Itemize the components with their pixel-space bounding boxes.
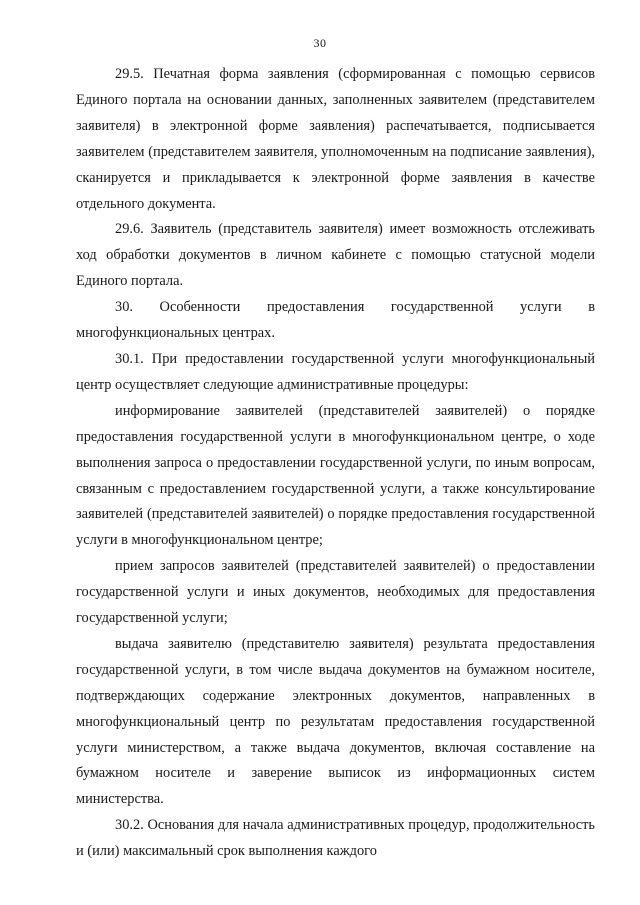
paragraph-30-2: 30.2. Основания для начала административных процедур, продолжительность и (или) максимальный срок выполнения каждого: [76, 817, 595, 860]
paragraph-29-6: 29.6. Заявитель (представитель заявителя) имеет возможность отслеживать ход обработки документов в личном кабинете с помощью статусной модели Единого портала.: [76, 221, 595, 290]
section-30-heading: 30. Особенности предоставления государственной услуги в многофункциональных центрах.: [76, 299, 595, 342]
list-item-issuance: выдача заявителю (представителю заявителя) результата предоставления государственной услуги, в том числе выдача документов на бумажном носителе, подтверждающих содержание электронных документов, направленных в многофункциональный центр по результатам предоставления государственной услуги министерством, а также выдача документов, включая составление на бумажном носителе и заверение выписок из информационных систем министерства.: [76, 635, 595, 808]
page-number: 30: [313, 36, 327, 50]
paragraph-29-5: 29.5. Печатная форма заявления (сформированная с помощью сервисов Единого портала на основании данных, заполненных заявителем (представителем заявителя) в электронной форме заявления) распечатывается, подписывается заявителем (представителем заявителя, уполномоченным на подписание заявления), сканируется и прикладывается к электронной форме заявления в качестве отдельного документа.: [76, 66, 595, 212]
list-item-reception: прием запросов заявителей (представителей заявителей) о предоставлении государственной услуги и иных документов, необходимых для предоставления государственной услуги;: [76, 558, 595, 627]
paragraph-30-1: 30.1. При предоставлении государственной услуги многофункциональный центр осуществляет следующие административные процедуры:: [76, 350, 595, 393]
document-body: [76, 62, 595, 865]
list-item-informing: информирование заявителей (представителей заявителей) о порядке предоставления государственной услуги в многофункциональном центре, о ходе выполнения запроса о предоставлении государственной услуги, по иным вопросам, связанным с предоставлением государственной услуги, а также консультирование заявителей (представителей заявителей) о порядке предоставления государственной услуги в многофункциональном центре;: [76, 402, 595, 549]
